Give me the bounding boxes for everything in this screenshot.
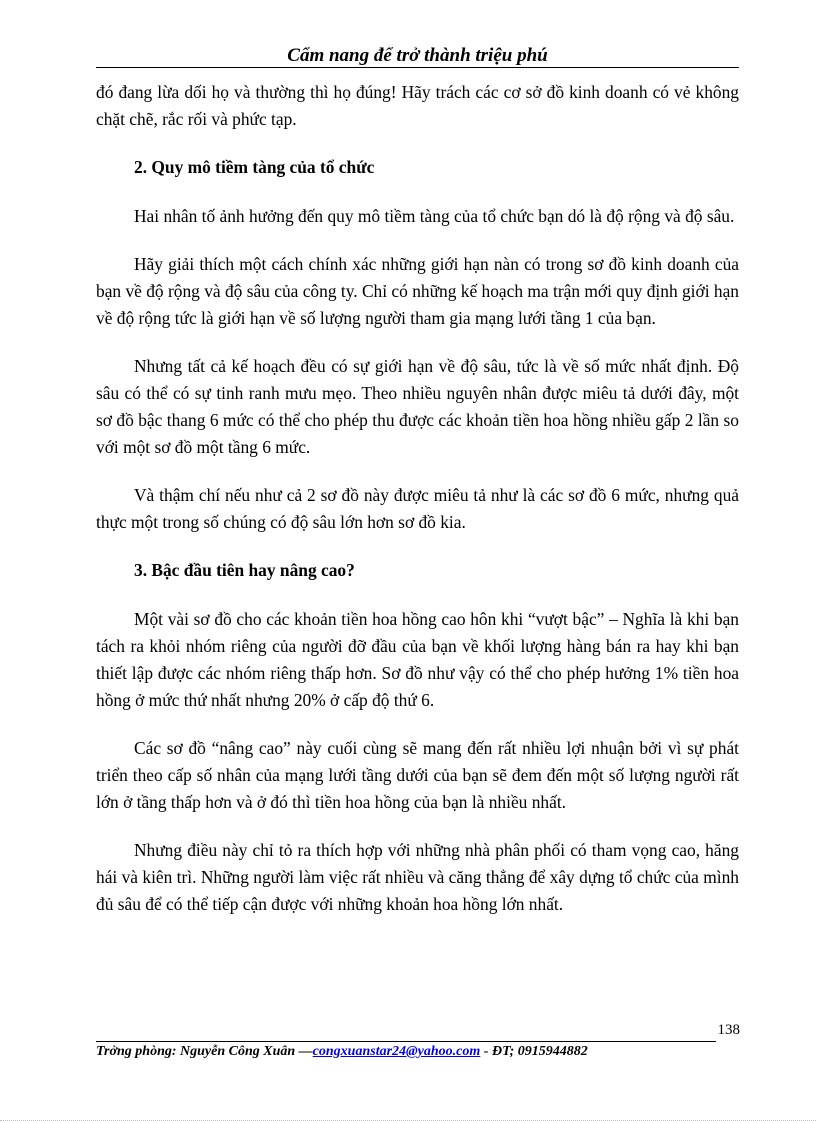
page-header-title: Cẩm nang để trở thành triệu phú: [287, 45, 548, 66]
page-footer: [96, 1042, 736, 1062]
header-divider: [96, 67, 739, 68]
page-number: 138: [717, 1022, 740, 1038]
section-heading-3: 3. Bậc đầu tiên hay nâng cao?: [134, 560, 355, 580]
paragraph-continuation: đó đang lừa dối họ và thường thì họ đúng! Hãy trách các cơ sở đồ kinh doanh có vẻ không chặt chẽ, rắc rối và phức tạp.: [96, 82, 739, 129]
paragraph: Hãy giải thích một cách chính xác những giới hạn nàn có trong sơ đồ kinh doanh của bạn về độ rộng và độ sâu của công ty. Chỉ có những kế hoạch ma trận mới quy định giới hạn về độ rộng tức là giới hạn về số lượng người tham gia mạng lưới tầng 1 của bạn.: [96, 254, 739, 328]
paragraph: Và thậm chí nếu như cả 2 sơ đồ này được miêu tả như là các sơ đồ 6 mức, nhưng quả thực một trong số chúng có độ sâu lớn hơn sơ đồ kia.: [96, 485, 739, 532]
paragraph: Nhưng điều này chỉ tỏ ra thích hợp với những nhà phân phối có tham vọng cao, hăng hái và kiên trì. Những người làm việc rất nhiều và căng thẳng để xây dựng tổ chức của mình đủ sâu để có thể tiếp cận được với những khoản hoa hồng lớn nhất.: [96, 840, 739, 914]
section-heading-2: 2. Quy mô tiềm tàng của tổ chức: [134, 157, 375, 177]
footer-email-link[interactable]: congxuanstar24@yahoo.com: [312, 1044, 481, 1059]
paragraph: Một vài sơ đồ cho các khoản tiền hoa hồng cao hôn khi “vượt bậc” – Nghĩa là khi bạn tách ra khỏi nhóm riêng của người đỡ đầu của bạn về khối lượng hàng bán ra hay khi bạn thiết lập được các nhóm riêng thấp hơn. Sơ đồ như vậy có thể cho phép hưởng 1% tiền hoa hồng ở mức thứ nhất nhưng 20% ở cấp độ thứ 6.: [96, 609, 739, 710]
paragraph: Hai nhân tố ảnh hưởng đến quy mô tiềm tàng của tổ chức bạn dó là độ rộng và độ sâu.: [134, 206, 735, 226]
body-content: [96, 79, 739, 939]
page-bottom-border: [0, 1120, 816, 1121]
footer-author: Trởng phòng: Nguyễn Công Xuân —: [96, 1044, 313, 1059]
paragraph: Nhưng tất cả kế hoạch đều có sự giới hạn về độ sâu, tức là về số mức nhất định. Độ sâu có thể có sự tinh ranh mưu mẹo. Theo nhiều nguyên nhân được miêu tả dưới đây, một sơ đồ bậc thang 6 mức có thể cho phép thu được các khoản tiền hoa hồng nhiều gấp 2 lần so với một sơ đồ một tầng 6 mức.: [96, 356, 739, 457]
paragraph: Các sơ đồ “nâng cao” này cuối cùng sẽ mang đến rất nhiều lợi nhuận bởi vì sự phát triển theo cấp số nhân của mạng lưới tầng dưới của bạn sẽ đem đến một số lượng người rất lớn ở tầng thấp hơn và ở đó thì tiền hoa hồng của bạn là nhiều nhất.: [96, 738, 739, 812]
footer-phone: - ĐT; 0915944882: [480, 1044, 588, 1059]
